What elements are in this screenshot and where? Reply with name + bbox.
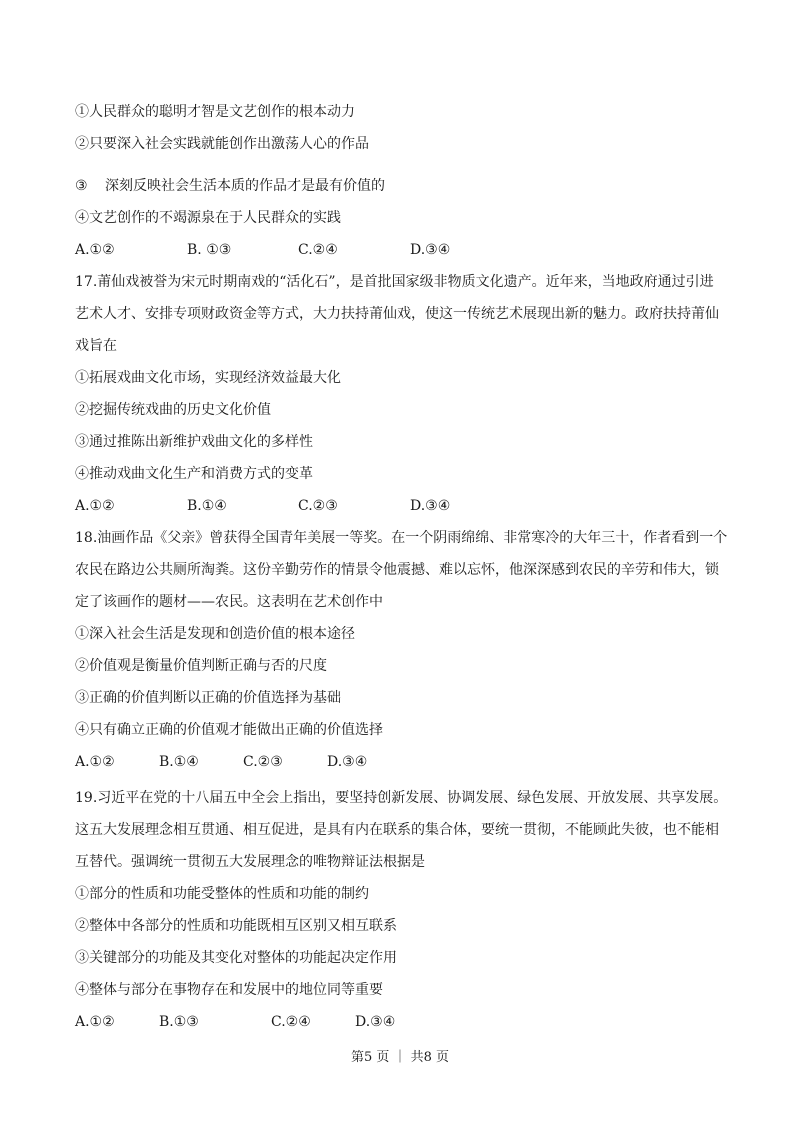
q16-item-2: ②只要深入社会实践就能创作出激荡人心的作品 [75, 136, 369, 152]
q18-stem-line-2: 农民在路边公共厕所淘粪。这份辛勤劳作的情景令他震撼、难以忘怀，他深深感到农民的辛劳和伟大，锁 [75, 562, 719, 578]
q18-option-c: C.②③ [243, 754, 283, 770]
q16-item-3-text: 深刻反映社会生活本质的作品才是最有价值的 [105, 178, 385, 194]
q16-options [75, 240, 450, 260]
q16-option-b: B. ①③ [187, 242, 232, 258]
q17-option-a: A.①② [75, 498, 115, 514]
q16-item-4: ④文艺创作的不竭源泉在于人民群众的实践 [75, 210, 341, 226]
q19-stem-line-3: 互替代。强调统一贯彻五大发展理念的唯物辩证法根据是 [75, 854, 425, 870]
q18-stem-line-3: 定了该画作的题材——农民。这表明在艺术创作中 [75, 594, 383, 610]
q18-item-1: ①深入社会生活是发现和创造价值的根本途径 [75, 626, 355, 642]
q19-option-b: B.①③ [159, 1014, 199, 1030]
q19-option-c: C.②④ [271, 1014, 311, 1030]
q18-item-4: ④只有确立正确的价值观才能做出正确的价值选择 [75, 722, 383, 738]
q18-option-b: B.①④ [159, 754, 199, 770]
q16-option-a: A.①② [75, 242, 115, 258]
q17-item-1: ①拓展戏曲文化市场，实现经济效益最大化 [75, 370, 341, 386]
q16-item-3 [75, 176, 385, 196]
q18-item-3: ③正确的价值判断以正确的价值选择为基础 [75, 690, 341, 706]
q19-stem-line-1: 19.习近平在党的十八届五中全会上指出，要坚持创新发展、协调发展、绿色发展、开放发展、共享发展。 [75, 790, 728, 806]
q17-options [75, 496, 450, 516]
q17-item-3: ③通过推陈出新维护戏曲文化的多样性 [75, 434, 313, 450]
q17-option-b: B.①④ [187, 498, 227, 514]
q18-stem-line-1: 18.油画作品《父亲》曾获得全国青年美展一等奖。在一个阴雨绵绵、非常寒冷的大年三十，作者看到一个 [75, 530, 728, 546]
q16-option-c: C.②④ [298, 242, 338, 258]
q19-item-1: ①部分的性质和功能受整体的性质和功能的制约 [75, 886, 369, 902]
q19-options [75, 1012, 395, 1032]
q19-item-4: ④整体与部分在事物存在和发展中的地位同等重要 [75, 982, 383, 998]
q17-item-2: ②挖掘传统戏曲的历史文化价值 [75, 402, 271, 418]
q17-item-4: ④推动戏曲文化生产和消费方式的变革 [75, 466, 313, 482]
q17-stem-line-3: 戏旨在 [75, 338, 117, 354]
q17-stem-line-1: 17.莆仙戏被誉为宋元时期南戏的“活化石”，是首批国家级非物质文化遗产。近年来，当地政府通过引进 [75, 274, 714, 290]
q19-item-3: ③关键部分的功能及其变化对整体的功能起决定作用 [75, 950, 397, 966]
q18-item-2: ②价值观是衡量价值判断正确与否的尺度 [75, 658, 327, 674]
q18-option-a: A.①② [75, 754, 115, 770]
q16-item-1: ①人民群众的聪明才智是文艺创作的根本动力 [75, 104, 355, 120]
q18-option-d: D.③④ [327, 754, 368, 770]
q17-option-c: C.②③ [298, 498, 338, 514]
q18-options [75, 752, 367, 772]
q19-stem-line-2: 这五大发展理念相互贯通、相互促进，是具有内在联系的集合体，要统一贯彻，不能顾此失彼，也不能相 [75, 822, 719, 838]
q19-item-2: ②整体中各部分的性质和功能既相互区别又相互联系 [75, 918, 397, 934]
page-footer: 第5 页 ｜ 共8 页 [350, 1050, 450, 1065]
q16-option-d: D.③④ [410, 242, 451, 258]
q16-item-3-marker: ③ [75, 178, 88, 194]
q19-option-a: A.①② [75, 1014, 115, 1030]
q17-stem-line-2: 艺术人才、安排专项财政资金等方式，大力扶持莆仙戏，使这一传统艺术展现出新的魅力。政府扶持莆仙 [75, 306, 719, 322]
q17-option-d: D.③④ [410, 498, 451, 514]
q19-option-d: D.③④ [355, 1014, 396, 1030]
